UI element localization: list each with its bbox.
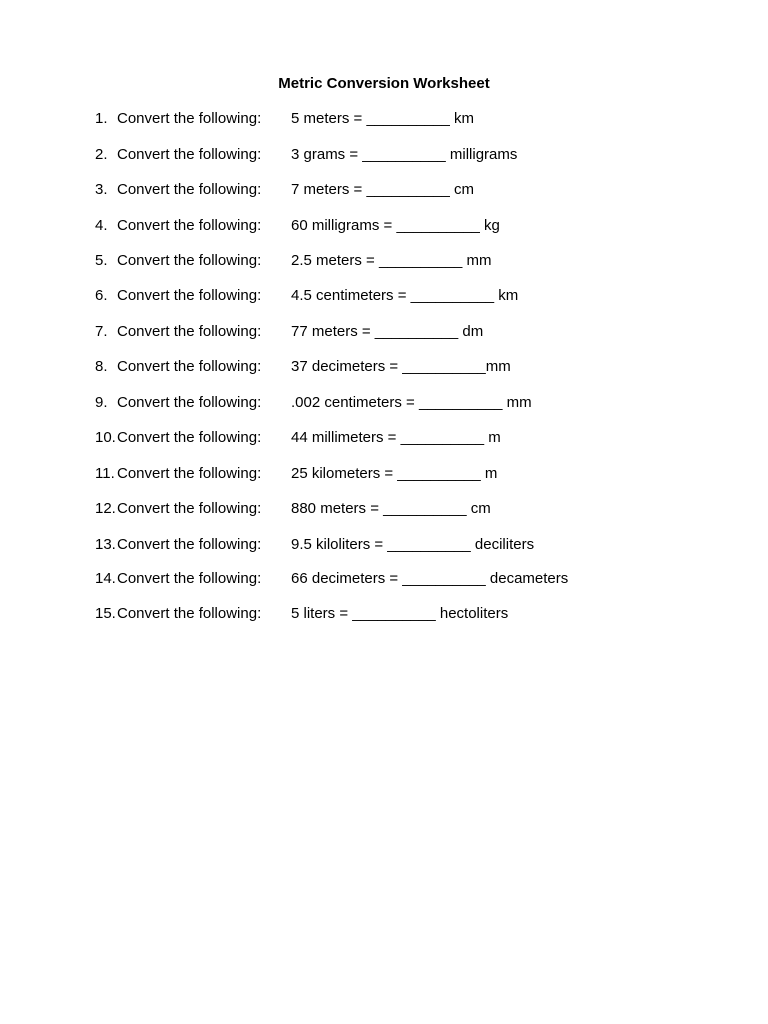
question-instruction: Convert the following: <box>117 394 262 411</box>
question-instruction: Convert the following: <box>117 323 262 340</box>
question-problem: 66 decimeters = __________ decameters <box>291 570 569 587</box>
question-number: 9. <box>95 394 108 411</box>
question-instruction: Convert the following: <box>117 465 262 482</box>
question-problem: 4.5 centimeters = __________ km <box>291 287 519 304</box>
question-row <box>0 180 768 200</box>
question-instruction: Convert the following: <box>117 500 262 517</box>
question-row <box>0 569 768 589</box>
question-problem: 880 meters = __________ cm <box>291 500 491 517</box>
question-instruction: Convert the following: <box>117 252 262 269</box>
question-number: 6. <box>95 287 108 304</box>
question-problem: 77 meters = __________ dm <box>291 323 484 340</box>
question-number: 3. <box>95 181 108 198</box>
question-instruction: Convert the following: <box>117 358 262 375</box>
question-number: 5. <box>95 252 108 269</box>
question-number: 15. <box>95 605 116 622</box>
question-row <box>0 499 768 519</box>
question-instruction: Convert the following: <box>117 146 262 163</box>
question-problem: 2.5 meters = __________ mm <box>291 252 492 269</box>
question-instruction: Convert the following: <box>117 570 262 587</box>
question-problem: 7 meters = __________ cm <box>291 181 475 198</box>
question-problem: 9.5 kiloliters = __________ deciliters <box>291 536 535 553</box>
question-row <box>0 464 768 484</box>
question-instruction: Convert the following: <box>117 287 262 304</box>
question-number: 12. <box>95 500 116 517</box>
question-problem: 37 decimeters = __________mm <box>291 358 511 375</box>
question-row <box>0 109 768 129</box>
page-title: Metric Conversion Worksheet <box>278 75 490 92</box>
question-instruction: Convert the following: <box>117 110 262 127</box>
question-problem: 5 liters = __________ hectoliters <box>291 605 509 622</box>
question-number: 13. <box>95 536 116 553</box>
question-row <box>0 322 768 342</box>
question-instruction: Convert the following: <box>117 181 262 198</box>
question-problem: 3 grams = __________ milligrams <box>291 146 518 163</box>
question-row <box>0 145 768 165</box>
question-problem: 60 milligrams = __________ kg <box>291 217 500 234</box>
question-instruction: Convert the following: <box>117 429 262 446</box>
question-row <box>0 286 768 306</box>
question-problem: 25 kilometers = __________ m <box>291 465 498 482</box>
question-row <box>0 428 768 448</box>
question-number: 11. <box>95 465 115 482</box>
question-row <box>0 604 768 624</box>
question-row <box>0 216 768 236</box>
question-instruction: Convert the following: <box>117 605 262 622</box>
question-number: 8. <box>95 358 108 375</box>
question-number: 1. <box>95 110 108 127</box>
question-number: 4. <box>95 217 108 234</box>
question-row <box>0 535 768 555</box>
question-instruction: Convert the following: <box>117 217 262 234</box>
question-number: 2. <box>95 146 108 163</box>
question-instruction: Convert the following: <box>117 536 262 553</box>
question-row <box>0 393 768 413</box>
question-problem: 5 meters = __________ km <box>291 110 475 127</box>
question-row <box>0 251 768 271</box>
question-problem: .002 centimeters = __________ mm <box>291 394 532 411</box>
question-number: 10. <box>95 429 116 446</box>
question-number: 7. <box>95 323 108 340</box>
question-row <box>0 357 768 377</box>
question-number: 14. <box>95 570 116 587</box>
question-problem: 44 millimeters = __________ m <box>291 429 501 446</box>
